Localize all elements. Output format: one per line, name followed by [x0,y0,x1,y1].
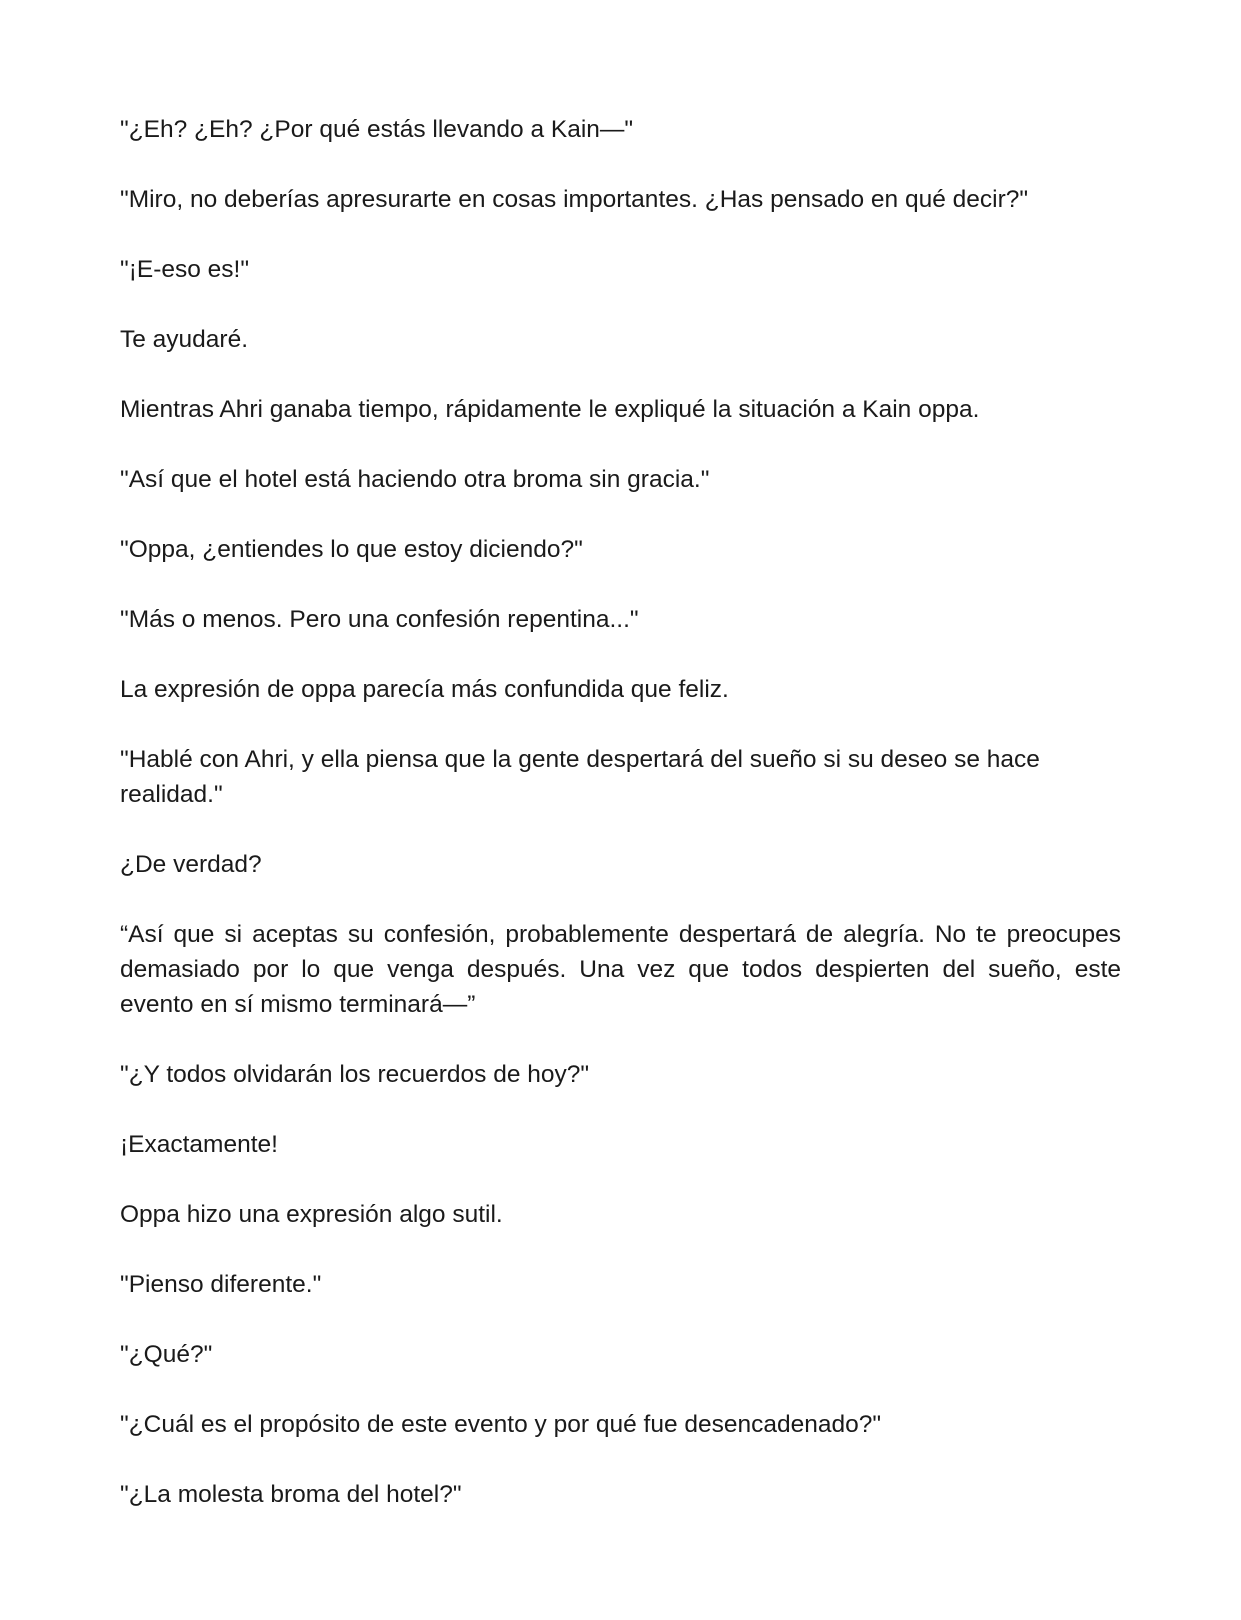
paragraph: “Así que si aceptas su confesión, probablemente despertará de alegría. No te preocupes demasiado por lo que venga después. Una vez que todos despierten del sueño, este evento en sí mismo terminará—” [120,921,1121,1018]
paragraph: Oppa hizo una expresión algo sutil. [120,1201,503,1228]
paragraph: "Más o menos. Pero una confesión repentina..." [120,606,639,633]
paragraph: "Hablé con Ahri, y ella piensa que la gente despertará del sueño si su deseo se hace realidad." [120,746,1040,808]
paragraph: "Así que el hotel está haciendo otra broma sin gracia." [120,466,710,493]
paragraph: Te ayudaré. [120,326,249,353]
paragraph: "¿Cuál es el propósito de este evento y por qué fue desencadenado?" [120,1411,882,1438]
paragraph: "¿Eh? ¿Eh? ¿Por qué estás llevando a Kain—" [120,116,634,143]
paragraph: "¿Qué?" [120,1341,213,1368]
paragraph: "Pienso diferente." [120,1271,322,1298]
paragraph: "¿La molesta broma del hotel?" [120,1481,462,1508]
paragraph: Mientras Ahri ganaba tiempo, rápidamente le expliqué la situación a Kain oppa. [120,396,980,423]
paragraph: ¿De verdad? [120,851,262,878]
paragraph: "¡E-eso es!" [120,256,250,283]
paragraph: ¡Exactamente! [120,1131,278,1158]
paragraph: La expresión de oppa parecía más confundida que feliz. [120,676,729,703]
paragraph: "¿Y todos olvidarán los recuerdos de hoy?" [120,1061,590,1088]
paragraph: "Oppa, ¿entiendes lo que estoy diciendo?" [120,536,583,563]
paragraph: "Miro, no deberías apresurarte en cosas importantes. ¿Has pensado en qué decir?" [120,186,1029,213]
